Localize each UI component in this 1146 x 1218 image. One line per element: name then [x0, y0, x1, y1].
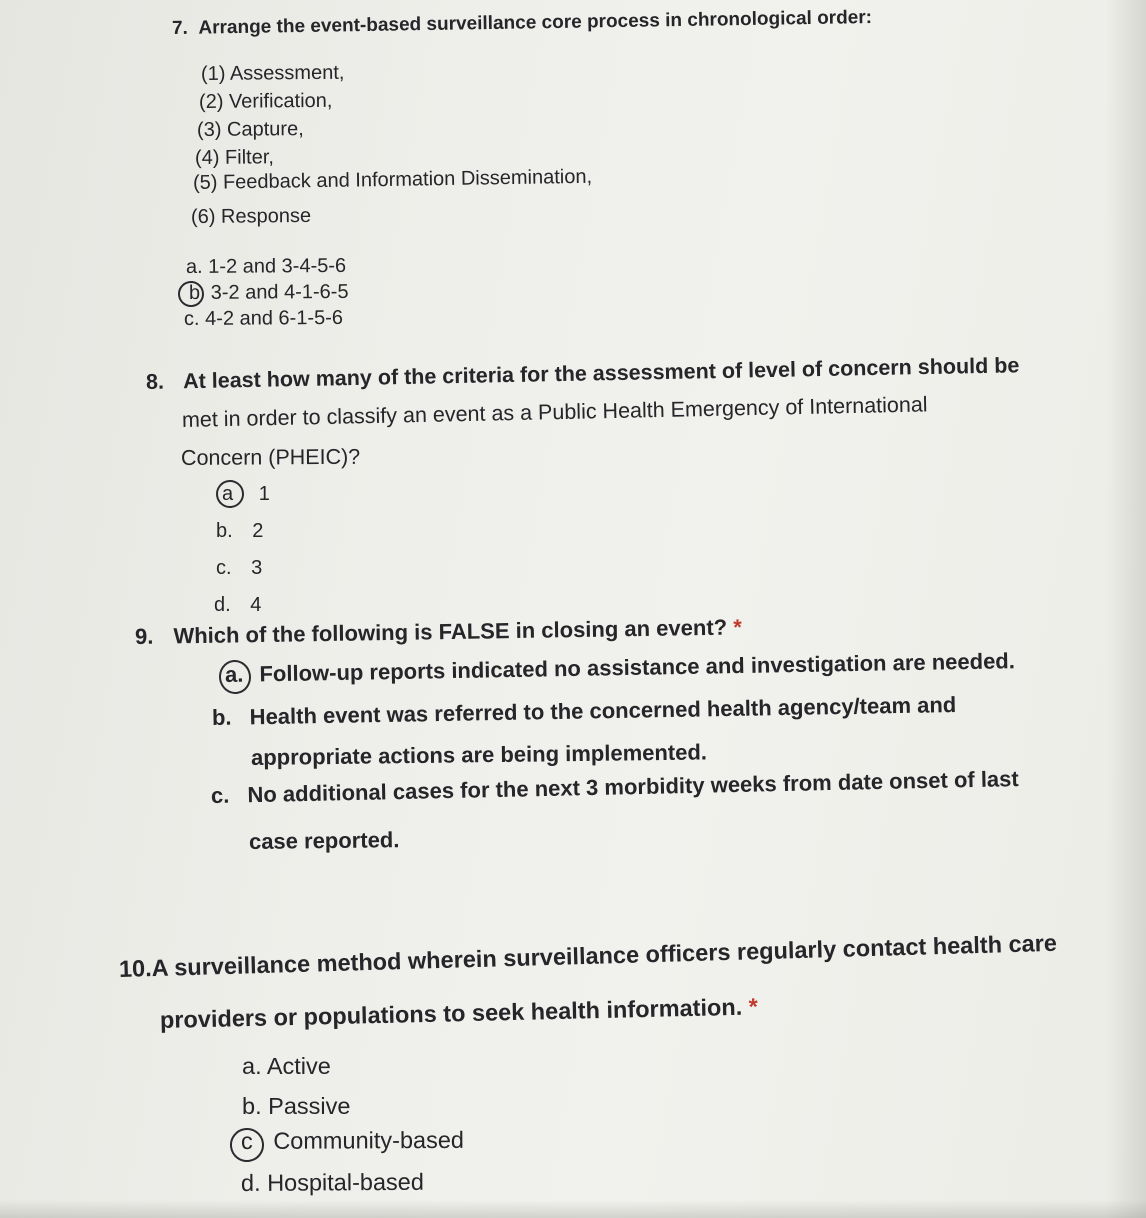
answer-option	[211, 768, 1019, 807]
list-item: (6) Response	[190, 204, 312, 228]
answer-option-selected	[186, 282, 349, 303]
list-item: (2) Verification,	[198, 89, 333, 113]
option-text: Hospital-based	[267, 1168, 424, 1196]
option-letter: a.	[242, 1053, 262, 1079]
paper-shadow	[1106, 0, 1146, 1218]
answer-option-selected	[240, 1126, 465, 1154]
option-text-line: appropriate actions are being implemented.	[250, 739, 708, 770]
answer-option-selected	[225, 650, 1015, 686]
question-text: A surveillance method wherein surveillance officers regularly contact health care	[151, 929, 1058, 982]
answer-option	[240, 1168, 424, 1196]
answer-option	[184, 308, 343, 329]
option-letter: c	[240, 1127, 253, 1154]
answer-option	[214, 595, 261, 615]
answer-option	[216, 558, 262, 578]
question-number: 8.	[145, 369, 165, 394]
required-asterisk: *	[748, 993, 759, 1020]
question-text-line: met in order to classify an event as a Public Health Emergency of International	[181, 392, 928, 432]
option-letter: d.	[214, 594, 231, 616]
list-item: (4) Filter,	[194, 146, 274, 169]
question-8-stem	[146, 355, 1020, 393]
option-letter: b.	[211, 704, 232, 730]
question-7-stem	[172, 8, 872, 38]
option-text: Active	[266, 1053, 331, 1079]
option-letter: d.	[240, 1169, 261, 1196]
list-item: (5) Feedback and Information Dissemination,	[192, 165, 593, 194]
list-item: (3) Capture,	[196, 118, 304, 141]
option-letter: a.	[224, 661, 244, 687]
option-text: Passive	[268, 1093, 351, 1119]
option-letter: c.	[210, 782, 230, 808]
option-letter: b	[188, 281, 201, 304]
option-text: No additional cases for the next 3 morbidity weeks from date onset of last	[247, 766, 1019, 808]
option-text: 4	[250, 594, 262, 616]
option-letter: c.	[216, 557, 232, 579]
option-letter: b.	[216, 520, 233, 542]
option-text: 4-2 and 6-1-5-6	[205, 306, 344, 330]
question-text: Arrange the event-based surveillance core process in chronological order:	[198, 7, 873, 39]
answer-option	[242, 1055, 331, 1079]
question-10-stem	[118, 929, 1058, 982]
question-text: Which of the following is FALSE in closing an event?	[173, 614, 728, 649]
option-text: 3	[251, 557, 263, 579]
required-asterisk: *	[733, 614, 742, 640]
list-item: (1) Assessment,	[200, 61, 345, 85]
option-text: Health event was referred to the concerned health agency/team and	[249, 692, 957, 730]
option-letter: a	[222, 483, 234, 505]
answer-option	[186, 256, 346, 277]
option-text: 1	[258, 483, 270, 505]
option-text: 1-2 and 3-4-5-6	[208, 254, 347, 278]
option-text: 3-2 and 4-1-6-5	[210, 280, 349, 304]
option-text: Community-based	[273, 1126, 465, 1154]
question-number: 9.	[134, 623, 154, 649]
question-text: providers or populations to seek health information.	[159, 993, 743, 1033]
answer-option	[242, 1095, 350, 1119]
option-letter: b.	[242, 1093, 262, 1119]
question-number: 10.	[118, 955, 153, 982]
option-letter: a.	[185, 255, 203, 278]
question-9-stem	[135, 616, 742, 648]
answer-option	[212, 694, 957, 729]
circled-answer-mark	[214, 478, 246, 510]
option-letter: c.	[183, 307, 200, 330]
option-text: 2	[252, 520, 264, 542]
answer-option	[216, 521, 263, 541]
question-number: 7.	[171, 17, 189, 39]
option-text: Follow-up reports indicated no assistance and investigation are needed.	[259, 648, 1016, 687]
paper-edge	[0, 1200, 1146, 1218]
question-text: At least how many of the criteria for the assessment of level of concern should be	[182, 353, 1020, 394]
question-text-line: Concern (PHEIC)?	[180, 444, 361, 470]
question-text-line	[160, 995, 758, 1032]
option-text-line: case reported.	[248, 827, 400, 854]
